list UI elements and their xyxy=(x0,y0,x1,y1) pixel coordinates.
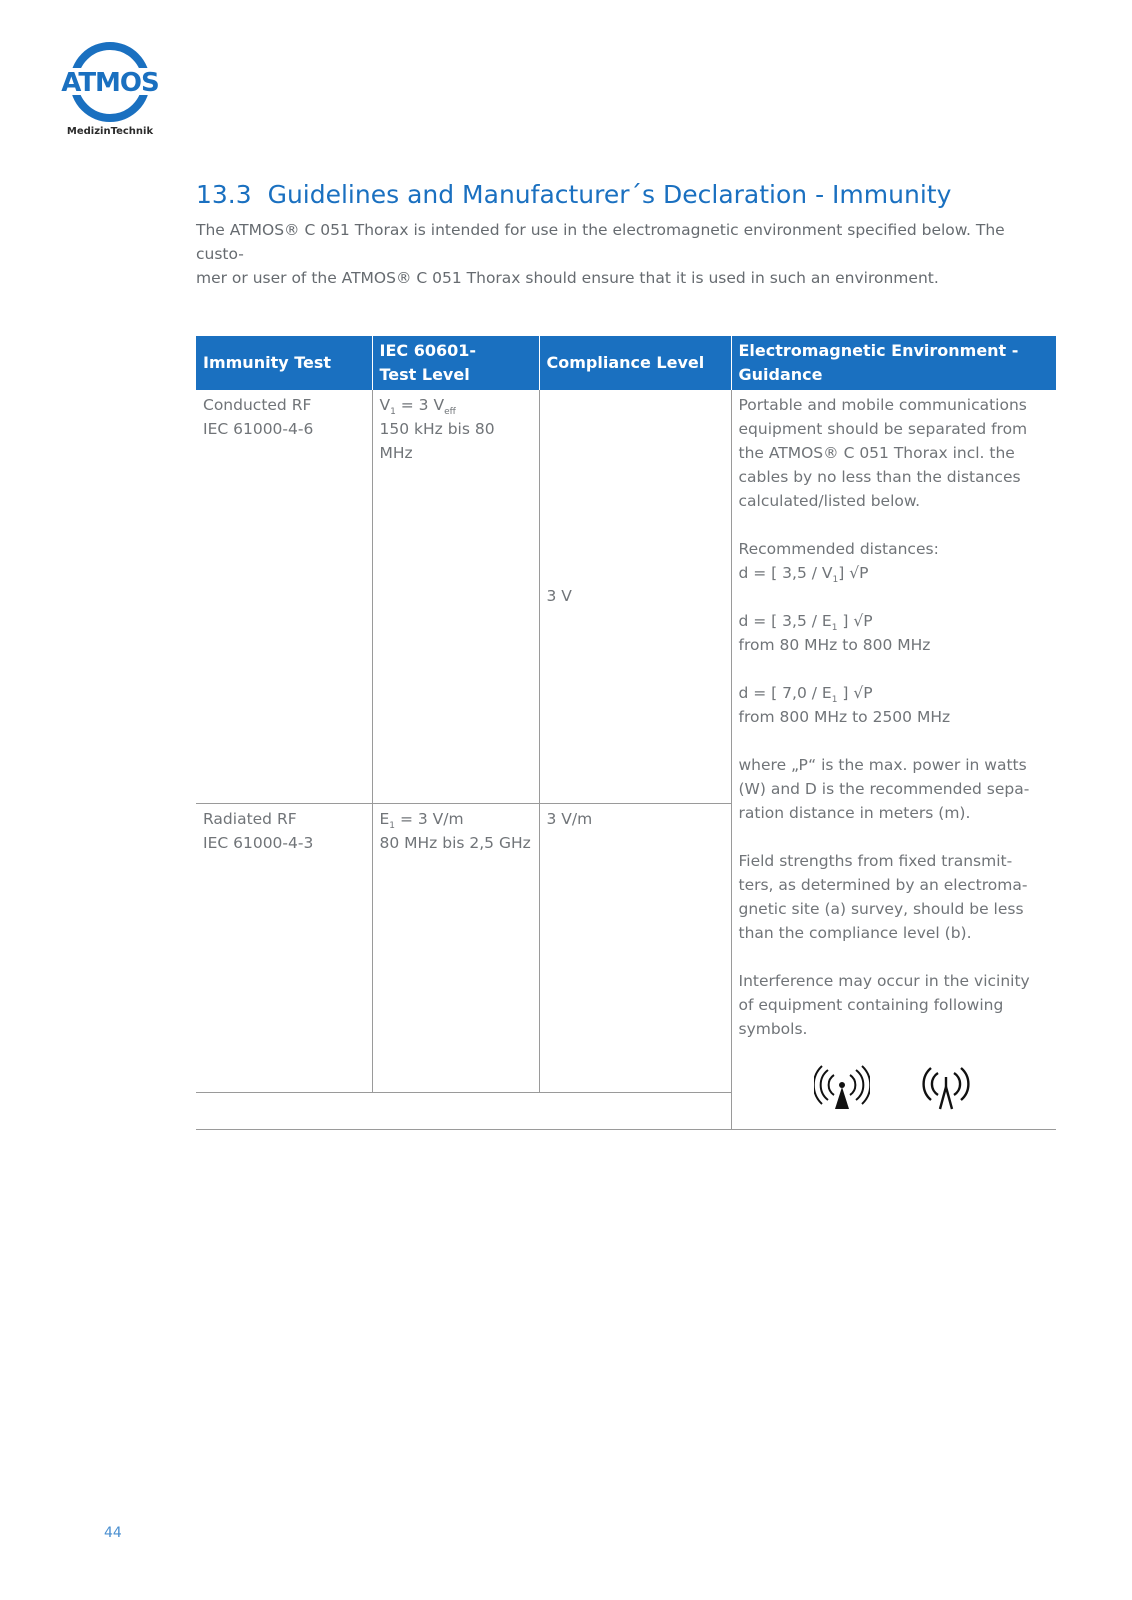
level-unit-subscript: eff xyxy=(444,407,456,418)
intro-line: mer or user of the ATMOS® C 051 Thorax should ensure that it is used in such an environment. xyxy=(196,269,939,287)
formula-subscript: 1 xyxy=(832,575,839,586)
formula-text: ] √P xyxy=(838,564,869,582)
cell-test-level xyxy=(372,390,539,803)
immunity-table xyxy=(196,336,1056,1130)
formula-text: d = [ 3,5 / E xyxy=(738,612,832,630)
header-environment-line2: Guidance xyxy=(738,365,823,384)
header-test-level xyxy=(372,336,539,390)
guidance-line: calculated/listed below. xyxy=(738,492,921,510)
guidance-line: Field strengths from fixed transmit- xyxy=(738,852,1013,870)
test-standard: IEC 61000-4-3 xyxy=(203,833,314,852)
table-header-row xyxy=(196,336,1056,390)
formula-block-3 xyxy=(739,681,1050,729)
cell-immunity-test xyxy=(196,390,372,803)
formula-range: from 80 MHz to 800 MHz xyxy=(738,636,931,654)
guidance-field-strength xyxy=(739,849,1050,945)
cell-test-level xyxy=(372,803,539,1092)
header-compliance-level: Compliance Level xyxy=(539,336,731,390)
logo-subtitle: MedizinTechnik xyxy=(66,126,154,137)
guidance-power-note xyxy=(739,753,1050,825)
formula-text: d = [ 3,5 / V xyxy=(738,564,833,582)
guidance-line: the ATMOS® C 051 Thorax incl. the xyxy=(738,444,1015,462)
cell-compliance-level: 3 V xyxy=(539,390,731,803)
guidance-line: than the compliance level (b). xyxy=(738,924,972,942)
header-test-level-line2: Test Level xyxy=(379,365,470,384)
level-variable: V xyxy=(379,396,391,414)
level-subscript: 1 xyxy=(390,407,396,418)
intro-paragraph xyxy=(196,218,1046,290)
guidance-line: equipment should be separated from xyxy=(738,420,1028,438)
cell-immunity-test xyxy=(196,803,372,1092)
guidance-line: cables by no less than the distances xyxy=(738,468,1021,486)
header-immunity-test: Immunity Test xyxy=(196,336,372,390)
guidance-line: gnetic site (a) survey, should be less xyxy=(738,900,1024,918)
test-name: Conducted RF xyxy=(203,396,312,414)
level-range: 80 MHz bis 2,5 GHz xyxy=(379,833,531,852)
level-value: = 3 V xyxy=(395,396,445,414)
formula-block-2 xyxy=(739,609,1050,657)
guidance-line: ters, as determined by an electroma- xyxy=(738,876,1028,894)
page-number: 44 xyxy=(104,1525,122,1541)
test-standard: IEC 61000-4-6 xyxy=(203,420,314,438)
guidance-line: symbols. xyxy=(738,1020,808,1038)
section-title-text: Guidelines and Manufacturer´s Declaration - Immunity xyxy=(267,180,952,209)
guidance-line: ration distance in meters (m). xyxy=(738,804,971,822)
level-variable: E xyxy=(379,809,390,828)
guidance-line: of equipment containing following xyxy=(738,996,1004,1014)
level-range: 150 kHz bis 80 MHz xyxy=(379,420,495,462)
cell-compliance-level: 3 V/m xyxy=(539,803,731,1092)
guidance-intro xyxy=(739,393,1050,513)
header-environment-guidance xyxy=(731,336,1056,390)
guidance-line: where „P“ is the max. power in watts xyxy=(738,756,1027,774)
header-test-level-line1: IEC 60601- xyxy=(379,341,476,360)
section-number: 13.3 xyxy=(196,180,252,209)
rf-transmitter-icon xyxy=(918,1065,974,1113)
section-title xyxy=(196,180,951,209)
formula-text: ] √P xyxy=(837,684,873,702)
intro-line: The ATMOS® C 051 Thorax is intended for use in the electromagnetic environment specified below. The custo- xyxy=(196,221,1005,263)
level-value: = 3 V/m xyxy=(395,809,464,828)
formula-subscript: 1 xyxy=(831,623,838,634)
atmos-logo-mark xyxy=(55,40,165,126)
guidance-line: Interference may occur in the vicinity xyxy=(738,972,1030,990)
formula-subscript: 1 xyxy=(831,695,838,706)
recommended-distances-label: Recommended distances: xyxy=(738,540,939,558)
test-name: Radiated RF xyxy=(203,809,297,828)
formula-text: ] √P xyxy=(837,612,873,630)
table-row xyxy=(196,390,1056,803)
atmos-logo xyxy=(55,40,165,140)
header-environment-line1: Electromagnetic Environment - xyxy=(738,341,1019,360)
guidance-interference xyxy=(739,969,1050,1041)
formula-block-1 xyxy=(739,537,1050,585)
formula-text: d = [ 7,0 / E xyxy=(738,684,832,702)
guidance-line: (W) and D is the recommended sepa- xyxy=(738,780,1030,798)
guidance-line: Portable and mobile communications xyxy=(738,396,1027,414)
formula-range: from 800 MHz to 2500 MHz xyxy=(738,708,951,726)
level-subscript: 1 xyxy=(389,820,396,831)
warning-symbols xyxy=(739,1061,1050,1113)
non-ionizing-radiation-icon xyxy=(814,1065,870,1113)
cell-environment-guidance xyxy=(731,390,1056,1130)
empty-cell xyxy=(196,1093,731,1130)
logo-wordmark: ATMOS xyxy=(61,68,159,98)
